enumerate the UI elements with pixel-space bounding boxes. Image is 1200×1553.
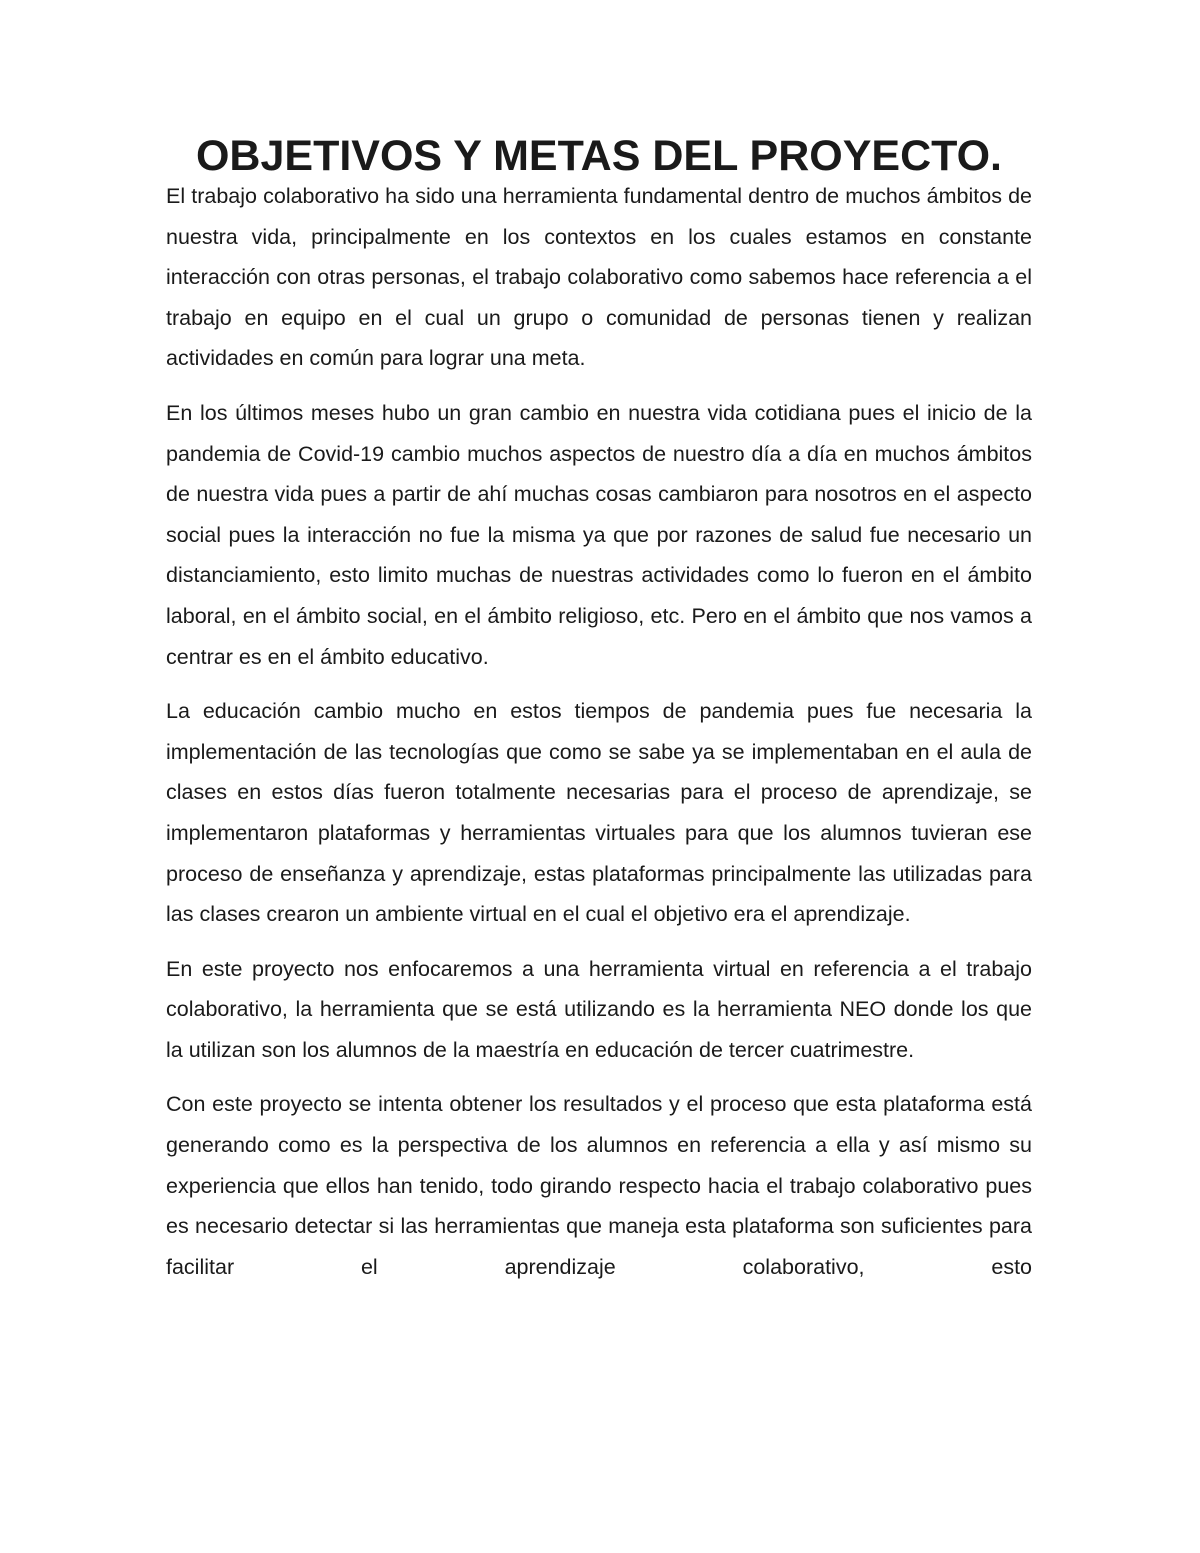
paragraph-5: Con este proyecto se intenta obtener los resultados y el proceso que esta plataforma está generando como es la perspectiva de los alumnos en referencia a ella y así mismo su experiencia que ellos han tenido, todo girando respecto hacia el trabajo colaborativo pues es necesario detectar si las herramientas que maneja esta plataforma son suficientes para facilitar el aprendizaje colaborativo, esto bbox=[166, 1092, 1032, 1279]
document-title: OBJETIVOS Y METAS DEL PROYECTO. bbox=[195, 132, 1003, 180]
document-body bbox=[166, 132, 1032, 1301]
paragraph-2: En los últimos meses hubo un gran cambio en nuestra vida cotidiana pues el inicio de la pandemia de Covid-19 cambio muchos aspectos de nuestro día a día en muchos ámbitos de nuestra vida pues a partir de ahí muchas cosas cambiaron para nosotros en el aspecto social pues la interacción no fue la misma ya que por razones de salud fue necesario un distanciamiento, esto limito muchas de nuestras actividades como lo fueron en el ámbito laboral, en el ámbito social, en el ámbito religioso, etc. Pero en el ámbito que nos vamos a centrar es en el ámbito educativo. bbox=[166, 400, 1032, 669]
paragraph-3: La educación cambio mucho en estos tiempos de pandemia pues fue necesaria la implementación de las tecnologías que como se sabe ya se implementaban en el aula de clases en estos días fueron totalmente necesarias para el proceso de aprendizaje, se implementaron plataformas y herramientas virtuales para que los alumnos tuvieran ese proceso de enseñanza y aprendizaje, estas plataformas principalmente las utilizadas para las clases crearon un ambiente virtual en el cual el objetivo era el aprendizaje. bbox=[166, 699, 1032, 927]
paragraph-1: El trabajo colaborativo ha sido una herramienta fundamental dentro de muchos ámbitos de nuestra vida, principalmente en los contextos en los cuales estamos en constante interacción con otras personas, el trabajo colaborativo como sabemos hace referencia a el trabajo en equipo en el cual un grupo o comunidad de personas tienen y realizan actividades en común para lograr una meta. bbox=[166, 184, 1032, 371]
paragraph-4: En este proyecto nos enfocaremos a una herramienta virtual en referencia a el trabajo colaborativo, la herramienta que se está utilizando es la herramienta NEO donde los que la utilizan son los alumnos de la maestría en educación de tercer cuatrimestre. bbox=[166, 956, 1032, 1062]
